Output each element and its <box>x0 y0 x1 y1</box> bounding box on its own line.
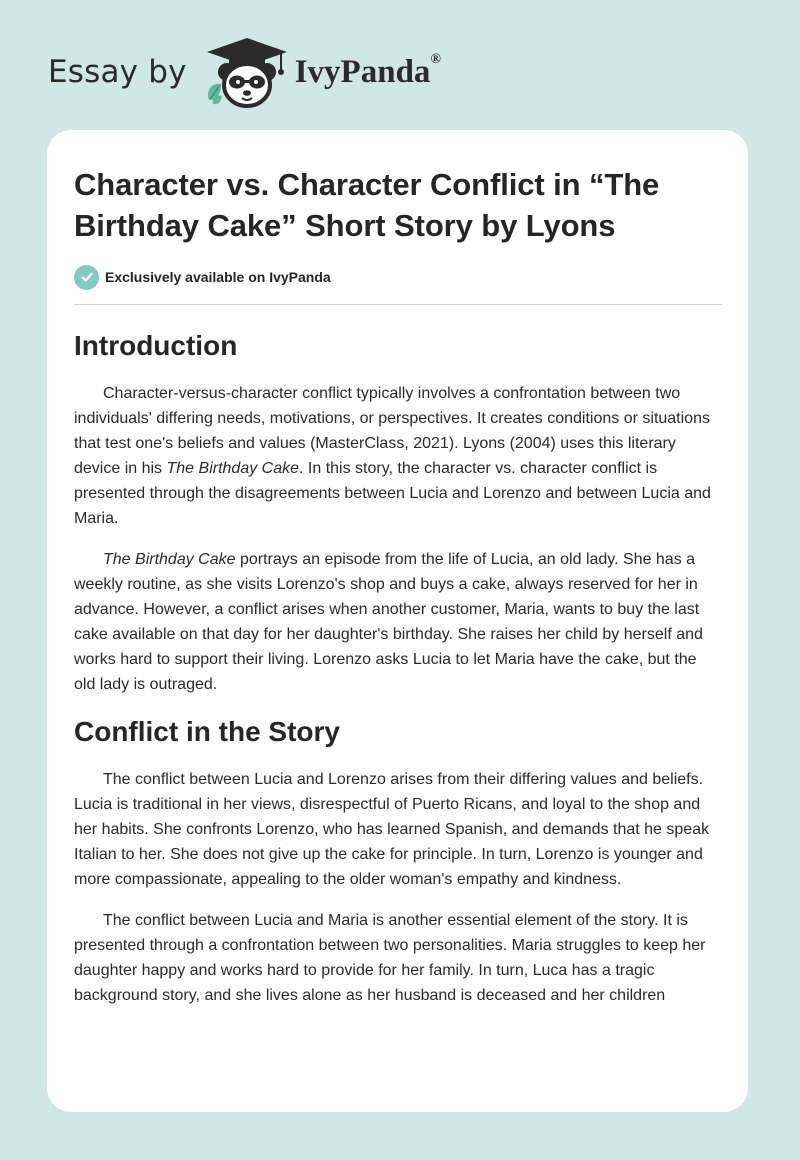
panda-graduation-cap-icon <box>201 34 293 110</box>
checkmark-icon <box>74 265 99 290</box>
essay-card <box>47 130 748 1112</box>
brand-name-text: IvyPanda <box>294 53 431 90</box>
exclusive-label: Exclusively available on IvyPanda <box>105 269 331 285</box>
essay-title: Character vs. Character Conflict in “The Birthday Cake” Short Story by Lyons <box>74 167 660 243</box>
paragraph-text: portrays an episode from the life of Lucia, an old lady. She has a weekly routine, as she visits Lorenzo's shop and buys a cake, always reserved for her in advance. However, a conflict arises when another customer, Maria, wants to buy the last cake available on that day for her daughter's birthday. She raises her child by herself and works hard to support their living. Lorenzo asks Lucia to let Maria have the cake, but the old lady is outraged. <box>74 551 703 693</box>
paragraph: The conflict between Lucia and Maria is another essential element of the story. It is presented through a confrontation between two personalities. Maria struggles to keep her daughter happy and works hard to provide for her family. In turn, Luca has a tragic background story, and she lives alone as her husband is deceased and her children <box>74 912 706 1004</box>
essay-by-label: Essay by <box>48 54 187 90</box>
paragraph <box>74 381 722 531</box>
book-title: The Birthday Cake <box>103 551 236 568</box>
paragraph-text: Character-versus-character conflict typically involves a confrontation between two individuals' differing needs, motivations, or perspectives. It creates conditions or situations that test one's beliefs and values (MasterClass, 2021). Lyons (2004) uses this literary device in his <box>74 385 710 477</box>
book-title: The Birthday Cake <box>166 460 300 477</box>
paragraph-text: . In this story, the character vs. character conflict is presented through the disagreements between Lucia and Lorenzo and between Lucia and Maria. <box>74 460 711 527</box>
site-logo[interactable] <box>48 34 441 110</box>
paragraph <box>74 547 722 697</box>
exclusive-badge <box>74 264 722 290</box>
registered-mark: ® <box>430 51 441 67</box>
section-heading-introduction: Introduction <box>74 330 238 361</box>
paragraph: The conflict between Lucia and Lorenzo arises from their differing values and beliefs. Lucia is traditional in her views, disrespectful of Puerto Ricans, and loyal to the shop and her habits. She confronts Lorenzo, who has learned Spanish, and demands that he speak Italian to her. She does not give up the cake for principle. In turn, Lorenzo is younger and more compassionate, appealing to the older woman's empathy and kindness. <box>74 771 710 888</box>
brand-name <box>294 51 441 91</box>
section-heading-conflict: Conflict in the Story <box>74 716 340 747</box>
divider <box>74 304 722 305</box>
